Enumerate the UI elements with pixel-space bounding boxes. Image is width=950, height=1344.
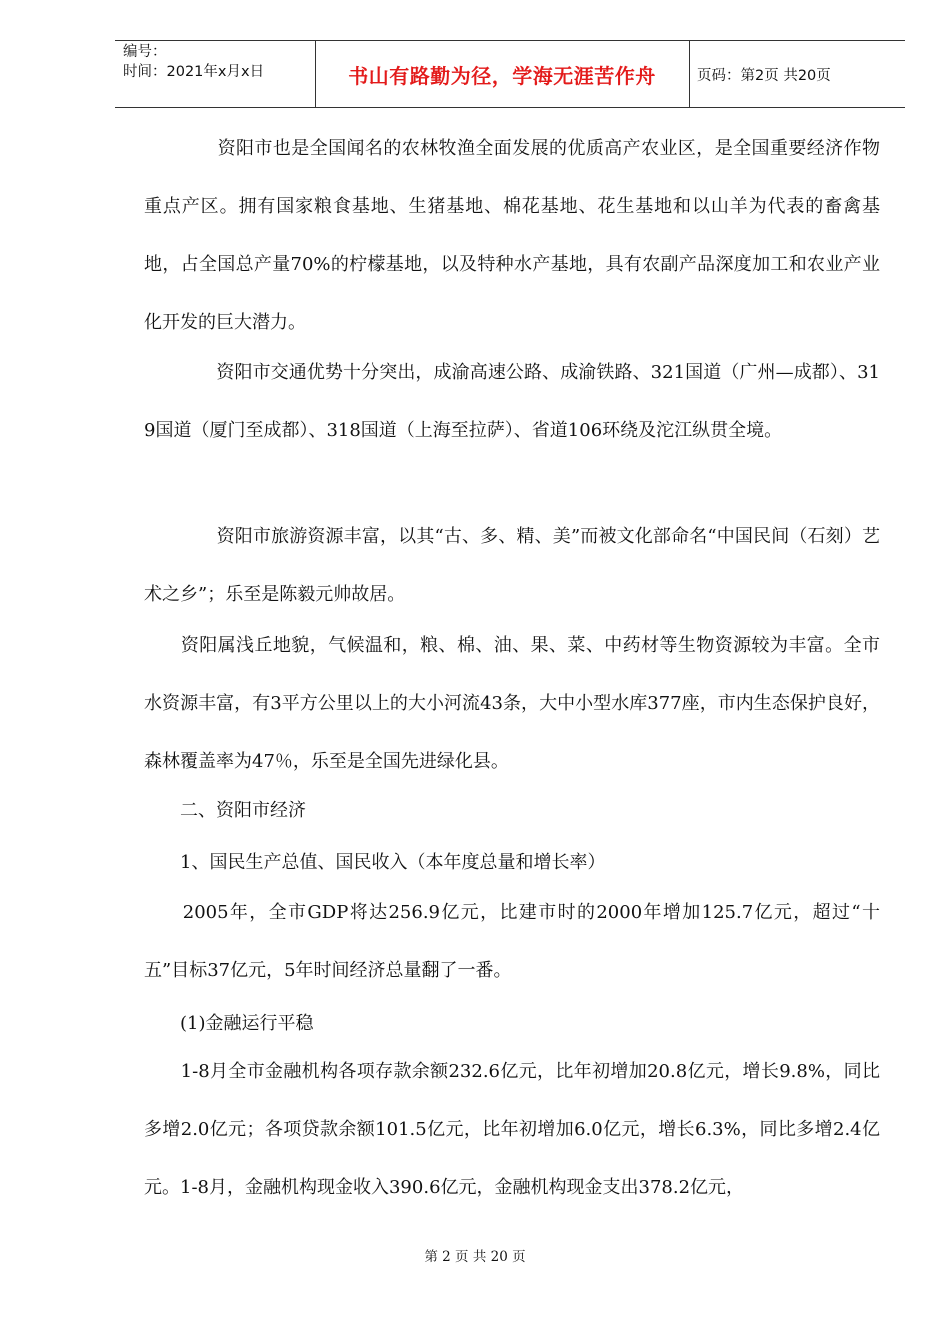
paragraph-geography: 资阳属浅丘地貌，气候温和，粮、棉、油、果、菜、中药材等生物资源较为丰富。全市水资源丰富，有3平方公里以上的大小河流43条，大中小型水库377座，市内生态保护良好，森林覆盖率为47％，乐至是全国先进绿化县。 (144, 635, 880, 772)
page-header (115, 40, 905, 108)
header-meta-cell (115, 41, 316, 107)
header-motto: 书山有路勤为径，学海无涯苦作舟 (348, 63, 656, 88)
section-heading-economy: 二、资阳市经济 (144, 800, 306, 821)
document-time-label: 时间：2021年x月x日 (123, 64, 265, 80)
paragraph-tourism: 资阳市旅游资源丰富，以其“古、多、精、美”而被文化部命名“中国民间（石刻）艺术之乡”；乐至是陈毅元帅故居。 (144, 526, 880, 605)
document-number-label: 编号： (123, 44, 167, 60)
subsection-heading-gdp: 1、国民生产总值、国民收入（本年度总量和增长率） (144, 852, 606, 873)
subsection-heading-finance: (1)金融运行平稳 (144, 1013, 314, 1034)
header-motto-cell (315, 41, 690, 107)
paragraph-agriculture: 资阳市也是全国闻名的农林牧渔全面发展的优质高产农业区，是全国重要经济作物重点产区。拥有国家粮食基地、生猪基地、棉花基地、花生基地和以山羊为代表的畜禽基地，占全国总产量70%的柠檬基地，以及特种水产基地，具有农副产品深度加工和农业产业化开发的巨大潜力。 (144, 138, 880, 333)
paragraph-transport: 资阳市交通优势十分突出，成渝高速公路、成渝铁路、321国道（广州—成都）、319国道（厦门至成都）、318国道（上海至拉萨）、省道106环绕及沱江纵贯全境。 (144, 362, 880, 441)
paragraph-finance: 1-8月全市金融机构各项存款余额232.6亿元，比年初增加20.8亿元，增长9.8%，同比多增2.0亿元；各项贷款余额101.5亿元，比年初增加6.0亿元，增长6.3%，同比多增2.4亿元。1-8月，金融机构现金收入390.6亿元，金融机构现金支出378.2亿元， (144, 1061, 880, 1198)
page-footer: 第 2 页 共 20 页 (424, 1249, 526, 1265)
header-page-number: 页码：第2页 共20页 (697, 67, 831, 84)
header-page-cell (689, 41, 905, 107)
paragraph-gdp: 2005年，全市GDP将达256.9亿元，比建市时的2000年增加125.7亿元，超过“十五”目标37亿元，5年时间经济总量翻了一番。 (144, 902, 880, 981)
